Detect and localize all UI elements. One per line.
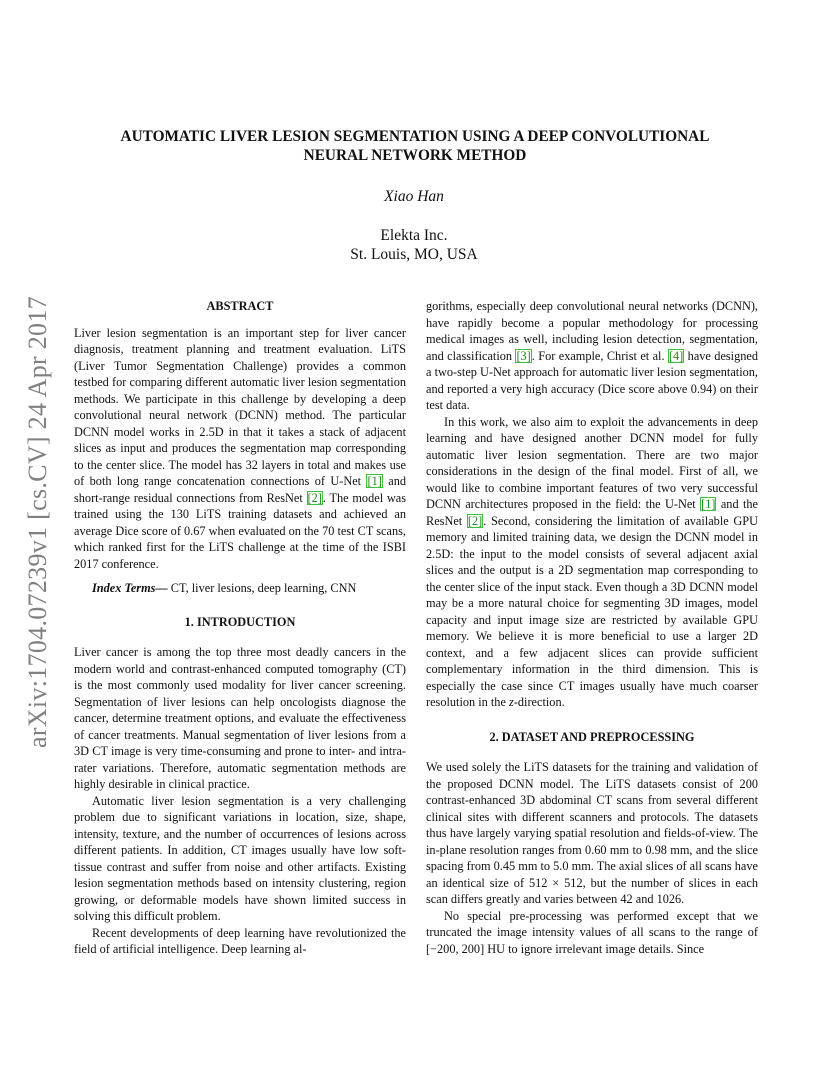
dataset-paragraph-2 [426,908,758,958]
intro-paragraph-2: Automatic liver lesion segmentation is a very challenging problem due to significant variations in location, size, shape, intensity, texture, and the number of occurrences of lesions across different patients. In addition, CT images usually have low soft-tissue contrast and suffer from noise and other artifacts. Existing lesion segmentation methods based on intensity clustering, region growing, or deformable models have shown limited success in solving this difficult problem. [74,793,406,923]
intro-p4-d: -direction. [513,695,565,709]
citation-2-link[interactable]: [2] [307,490,322,505]
intro-p4-a: In this work, we also aim to exploit the advancements in deep learning and have designed another DCNN model for fully automatic liver lesion segmentation. There are two major considerations in the design of the final model. First of all, we would like to combine important features of two very successful DCNN architectures proposed in the field: the U-Net [426,414,758,511]
dataset-p1-b: , but the number of slices in each scan differs greatly and varies between 42 and 1026. [426,875,759,906]
intro-heading: 1. INTRODUCTION [184,614,296,629]
citation-4-link[interactable]: [4] [668,348,684,363]
citation-3-link[interactable]: [3] [516,348,531,363]
title-line-1: AUTOMATIC LIVER LESION SEGMENTATION USING A DEEP CONVOLUTIONAL [120,128,710,145]
arxiv-sidebar-stamp [18,286,58,758]
index-terms-label: Index Terms— [92,581,168,595]
dataset-paragraph-1 [426,759,758,908]
abstract-text-c: . The model was trained using the 130 LiTS training datasets and achieved an average Dice score of 0.67 when evaluated on the 70 test CT scans, which ranked first for the LiTS challenge at the time of the ISBI 2017 conference. [74,490,406,571]
arxiv-id: arXiv:1704.07239v1 [cs.CV] 24 Apr 2017 [23,296,53,748]
dataset-p2-b: HU to ignore irrelevant image details. Since [484,941,705,956]
intro-paragraph-1: Liver cancer is among the top three most deadly cancers in the modern world and contrast-enhanced computed tomography (CT) is the most commonly used modality for liver cancer screening. Segmentation of liver lesions can help oncologists diagnose the cancer, determine treatment options, and evaluate the effectiveness of cancer treatments. Manual segmentation of liver lesions from a 3D CT image is very time-consuming and prone to inter- and intra-rater variations. Therefore, automatic segmentation methods are highly desirable in clinical practice. [74,645,406,791]
title-line-2: NEURAL NETWORK METHOD [303,146,527,164]
right-column [426,298,758,957]
abstract-text-a: Liver lesion segmentation is an important step for liver cancer diagnosis, treatment planning and treatment evaluation. LiTS (Liver Tumor Segmentation Challenge) provides a common testbed for comparing different automatic liver lesion segmentation methods. We participate in this challenge by developing a deep convolutional neural network (DCNN) method. The particular DCNN model works in 2.5D in that it takes a stack of adjacent slices as input and produces the segmentation map corresponding to the center slice. The model has 32 layers in total and makes use of both long range concatenation connections of U-Net [74,325,406,488]
index-terms-text: CT, liver lesions, deep learning, CNN [167,581,357,595]
intro-p3-cont-c: have designed a two-step U-Net approach for automatic liver lesion segmentation, and reported a very high accuracy (Dice score above 0.94) on their test data. [426,348,759,412]
intro-paragraph-3: Recent developments of deep learning have revolutionized the field of artificial intelligence. Deep learning al- [74,925,406,956]
intro-paragraph-4 [426,414,758,711]
citation-2-link[interactable]: [2] [467,513,483,528]
intro-p4-c: . Second, considering the limitation of available GPU memory and limited training data, we design the DCNN model in 2.5D: the input to the model consists of several adjacent axial slices and the output is a 2D segmentation map corresponding to the center slice of the input stack. Even though a 3D DCNN model may be a more natural choice for segmenting 3D images, model capacity and input image size are restricted by available GPU memory. We believe it is more beneficial to use a larger 2D context, and a few adjacent slices can provide sufficient complementary information in the third dimension. This is especially the case since CT images usually have much coarser resolution in the [426,513,758,709]
citation-1-link[interactable]: [1] [367,474,382,488]
hu-range-math: [−200, 200] [426,941,485,956]
abstract-text [74,325,406,573]
intro-p3-cont-b: . For example, Christ et al. [531,348,668,363]
citation-1-link[interactable]: [1] [701,497,716,511]
left-column [74,298,406,958]
affiliation-line-2: St. Louis, MO, USA [350,245,478,263]
abstract-heading: ABSTRACT [206,299,274,313]
intro-p3-cont-a: gorithms, especially deep convolutional neural networks (DCNN), have rapidly become a popular methodology for processing medical images as well, including lesion detection, segmentation, and classification [426,299,758,363]
abstract-text-b: and short-range residual connections from ResNet [74,474,406,505]
intro-paragraph-3-continued [426,298,758,414]
z-variable: z [509,695,514,709]
affiliation-line-1: Elekta Inc. [380,227,448,244]
author-name: Xiao Han [384,188,444,205]
index-terms [74,580,406,597]
paper-title [80,128,750,165]
affiliation [0,227,828,264]
intro-p4-b: and the ResNet [426,497,758,528]
dataset-heading: 2. DATASET AND PREPROCESSING [489,729,695,744]
image-size-math: 512 × 512 [528,875,583,890]
dataset-p1-a: We used solely the LiTS datasets for the training and validation of the proposed DCNN model. The LiTS datasets consist of 200 contrast-enhanced 3D abdominal CT scans from several different clinical sites with different scanners and protocols. The datasets thus have largely varying spatial resolution and fields-of-view. The in-plane resolution ranges from 0.60 mm to 0.98 mm, and the slice spacing from 0.45 mm to 5.0 mm. The axial slices of all scans have an identical size of [426,760,758,890]
dataset-p2-a: No special pre-processing was performed except that we truncated the image intensity values of all scans to the range of [426,908,758,939]
